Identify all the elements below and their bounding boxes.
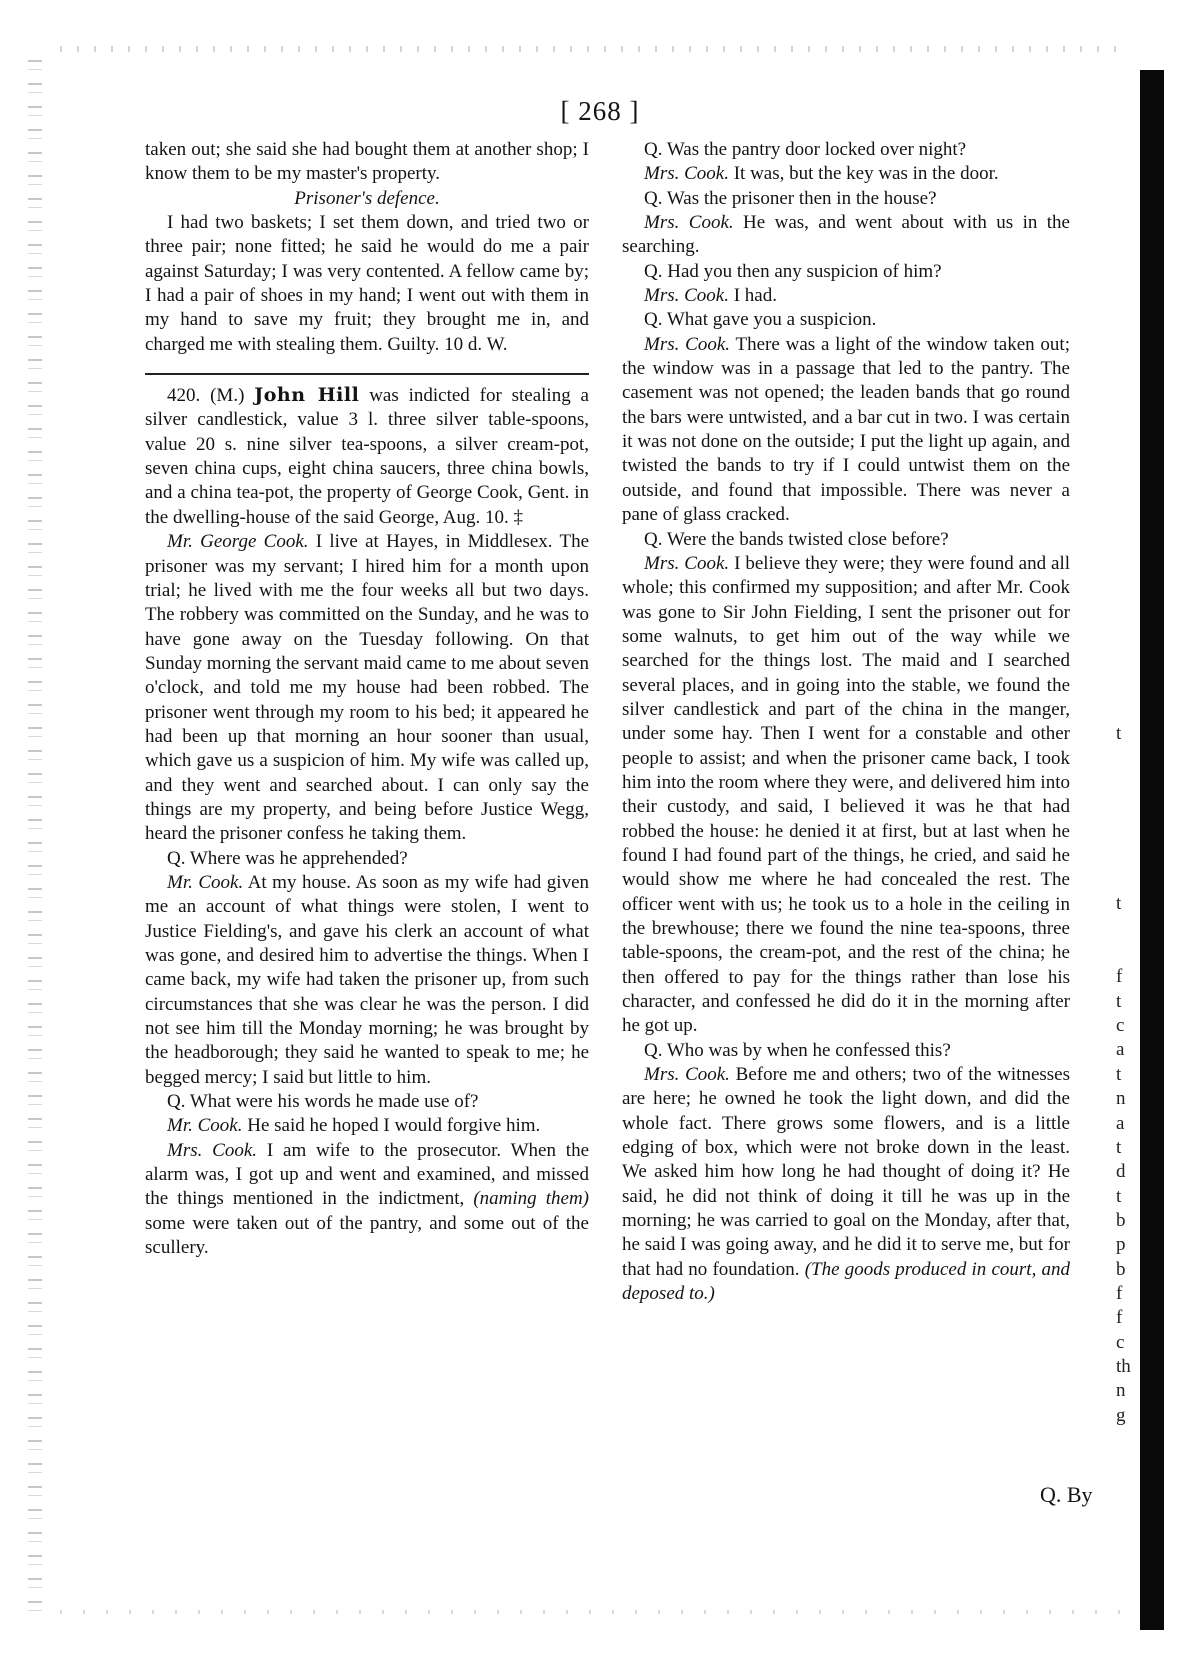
bleed-letter: c <box>1116 1331 1125 1353</box>
testimony-text: He was, and went about with us in the searching. <box>622 212 1070 258</box>
testimony-text: I believe they were; they were found and all whole; this confirmed my supposition; and after Mr. Cook was gone to Sir John Fielding, I sent the prisoner out for some walnuts, to get him out of the way while we searched for the things lost. The maid and I searched several places, and in going into the stable, we found the silver candlestick and part of the china in the manger, under some hay. Then I went for a constable and other people to assist; and when the prisoner came back, I took him into the room where they were, and delivered him into their custody, and said, I believed it was he that had robbed the house: he denied it at first, but at last when he found I had found part of the things, he cried, and said he would show me where he had concealed the rest. The officer went with us; he took us to a hole in the ceiling in the brewhouse; there we found the nine tea-spoons, three table-spoons, the cream-pot, and the rest of the china; he then offered to pay for the things rather than lose his character, and confessed he did do it in the morning after he got up. <box>622 552 1070 1037</box>
bleed-letter: n <box>1116 1380 1126 1402</box>
speaker: Mr. George Cook. <box>167 531 309 553</box>
paragraph: I had two baskets; I set them down, and tried two or three pair; none fitted; he said he would do me a pair against Saturday; I was very contented. A fellow came by; I had a pair of shoes in my hand; I went out with them in my hand to save my fruit; they brought me in, and charged me with stealing them. Guilty. 10 d. W. <box>145 212 589 355</box>
speaker: Mrs. Cook. <box>644 285 729 307</box>
speaker: Mrs. Cook. <box>644 552 730 574</box>
bleed-letter <box>1116 941 1136 965</box>
question: Q. What gave you a suspicion. <box>644 309 877 331</box>
catchword: Q. By <box>1040 1482 1093 1507</box>
bleed-letter: t <box>1116 1185 1122 1207</box>
question: Q. Was the pantry door locked over night? <box>644 139 967 160</box>
bleed-letter: a <box>1116 1112 1125 1134</box>
testimony <box>622 284 1070 308</box>
scan-noise-left <box>28 60 42 1620</box>
testimony <box>145 871 589 1090</box>
testimony <box>145 530 589 846</box>
testimony <box>145 1139 589 1261</box>
testimony-text: There was a light of the window taken out; the window was in a passage that led to the pantry. The casement was not opened; the leaden bands that go round the bars were untwisted, and a bar cut in two. I was certain it was not done on the outside; I put the light up again, and twisted the bands to try if I could untwist them on the outside, and found that impossible. There was never a pane of glass cracked. <box>622 333 1070 526</box>
case-paragraph <box>145 383 589 530</box>
bleed-letter <box>1116 746 1136 770</box>
bleed-letter <box>1116 844 1136 868</box>
question: Q. Was the prisoner then in the house? <box>644 187 937 209</box>
bleed-letter: p <box>1116 1234 1126 1256</box>
bleed-letter: g <box>1116 1404 1126 1426</box>
testimony <box>145 1114 589 1138</box>
bleed-letter: c <box>1116 1015 1125 1037</box>
bleed-letter: t <box>1116 723 1122 744</box>
scan-noise-bottom <box>60 1610 1130 1614</box>
case-number: 420. (M.) <box>167 385 245 407</box>
testimony-text: At my house. As soon as my wife had given me an account of what things were stolen, I went to Justice Fielding's, and gave his clerk an account of what was gone, and desired him to advertise the things. When I came back, my wife had taken the prisoner up, from such circumstances that she was clear he was the person. I did not see him till the Monday morning; he was brought by the headborough; they said he wanted to speak to me; he begged mercy; I said but little to him. <box>145 871 590 1088</box>
testimony <box>622 211 1070 260</box>
bleed-letter: t <box>1116 893 1122 915</box>
speaker: Mr. Cook. <box>167 871 244 893</box>
speaker: Mrs. Cook. <box>644 1064 730 1086</box>
bleed-letter <box>1116 771 1136 795</box>
bleed-letter <box>1116 868 1136 892</box>
next-page-bleed <box>1116 722 1136 1428</box>
question: Q. Where was he apprehended? <box>167 847 408 869</box>
bleed-letter: b <box>1116 1258 1126 1280</box>
speaker: Mrs. Cook. <box>644 212 734 234</box>
speaker: Mrs. Cook. <box>167 1139 258 1161</box>
bleed-letter: d <box>1116 1161 1126 1183</box>
testimony <box>622 333 1070 528</box>
stage-note: (naming them) <box>473 1188 589 1210</box>
bleed-letter: f <box>1116 1282 1123 1304</box>
question: Q. Were the bands twisted close before? <box>644 528 949 550</box>
bleed-letter: n <box>1116 1088 1126 1110</box>
bleed-letter: t <box>1116 990 1122 1012</box>
page-number: [ 268 ] <box>560 96 640 126</box>
testimony-text: He said he hoped I would forgive him. <box>247 1115 541 1137</box>
speaker: Mrs. Cook. <box>644 163 729 185</box>
testimony-text: I had. <box>733 285 777 307</box>
section-heading: Prisoner's defence. <box>294 187 440 209</box>
divider <box>145 373 589 375</box>
bleed-letter <box>1116 917 1136 941</box>
speaker: Mrs. Cook. <box>644 333 731 355</box>
binding-shadow <box>1140 70 1164 1630</box>
testimony-text: It was, but the key was in the door. <box>733 163 999 185</box>
question: Q. Who was by when he confessed this? <box>644 1039 951 1061</box>
testimony <box>622 1063 1070 1306</box>
defendant-name: John Hill <box>254 384 360 407</box>
paragraph: taken out; she said she had bought them at another shop; I know them to be my master's property. <box>145 139 589 185</box>
testimony-text: I am wife to the prosecutor. When the alarm was, I got up and went and examined, and missed the things mentioned in the indictment, <box>145 1139 590 1210</box>
bleed-letter <box>1116 819 1136 843</box>
case-text: was indicted for stealing a silver candlestick, value 3 l. three silver table-spoons, value 20 s. nine silver tea-spoons, a silver cream-pot, seven china cups, eight china saucers, three china bowls, and a china tea-pot, the property of George Cook, Gent. in the dwelling-house of the said George, Aug. 10. ‡ <box>145 385 589 528</box>
bleed-letter: t <box>1116 1063 1122 1085</box>
left-column <box>145 138 589 1260</box>
testimony-text: some were taken out of the pantry, and some out of the scullery. <box>145 1212 589 1259</box>
question: Q. What were his words he made use of? <box>167 1091 479 1113</box>
bleed-letter: a <box>1116 1039 1125 1061</box>
bleed-letter: f <box>1116 1307 1123 1329</box>
testimony <box>622 162 1070 186</box>
scan-noise-top <box>60 46 1130 52</box>
testimony-text: Before me and others; two of the witnesses are here; he owned he took the light down, and did the whole fact. There grows some flowers, and is a little edging of box, which were not broke down in the least. We asked him how long he had thought of doing it? He said, he did not think of doing it till he was up in the morning; he was carried to goal on the Monday, after that, he said I was going away, and he did it to serve me, but for that had no foundation. <box>622 1064 1071 1280</box>
bleed-letter: b <box>1116 1209 1126 1231</box>
stage-note: (The goods produced in court, and deposed to.) <box>622 1258 1071 1305</box>
testimony-text: I live at Hayes, in Middlesex. The prisoner was my servant; I hired him for a month upon trial; he lived with me the four weeks all but two days. The robbery was committed on the Sunday, and he was to have gone away on the Tuesday following. On that Sunday morning the servant maid came to me about seven o'clock, and told me my house had been robbed. The prisoner went through my room to his bed; it appeared he had been up that morning an hour sooner than usual, which gave us a suspicion of him. My wife was called up, and they went and searched about. I can only say the things are my property, and being before Justice Wegg, heard the prisoner confess he taking them. <box>145 531 590 845</box>
bleed-letter <box>1116 795 1136 819</box>
question: Q. Had you then any suspicion of him? <box>644 260 942 282</box>
bleed-letter: f <box>1116 966 1123 988</box>
speaker: Mr. Cook. <box>167 1115 243 1137</box>
bleed-letter: th <box>1116 1355 1131 1377</box>
testimony <box>622 552 1070 1039</box>
right-column <box>622 138 1070 1307</box>
bleed-letter: t <box>1116 1136 1122 1158</box>
